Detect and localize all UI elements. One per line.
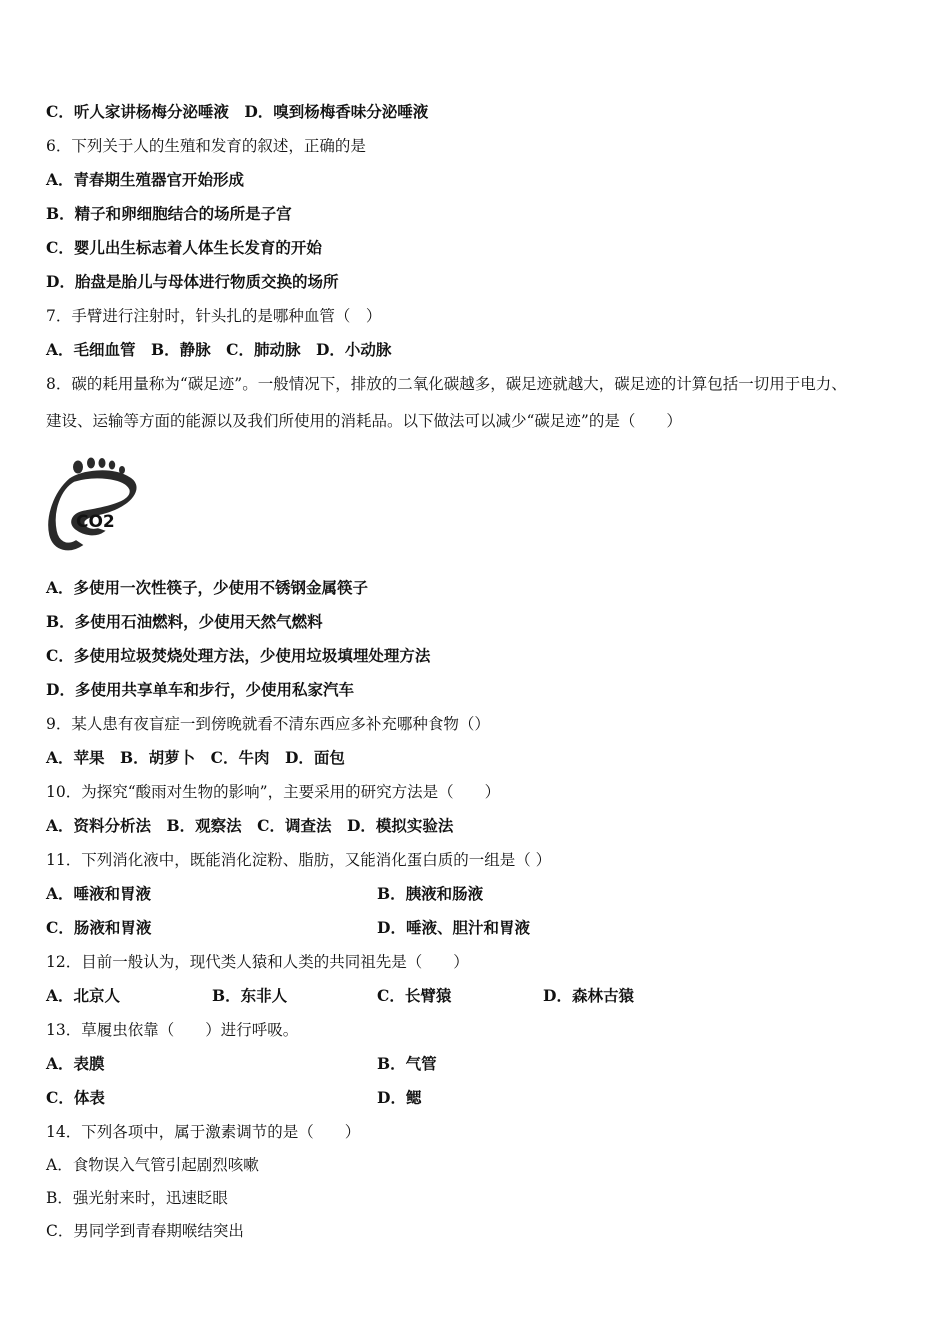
- line-c-d-options: C．听人家讲杨梅分泌唾液 D．嗅到杨梅香味分泌唾液: [46, 102, 429, 121]
- q11-option-a: A．唾液和胃液: [46, 884, 152, 903]
- question-11: 11．下列消化液中，既能消化淀粉、脂肪，又能消化蛋白质的一组是（ ）: [46, 851, 552, 869]
- q6-option-d: D．胎盘是胎儿与母体进行物质交换的场所: [46, 272, 339, 291]
- q12-option-a: A．北京人: [46, 986, 121, 1005]
- q11-option-d: D．唾液、胆汁和胃液: [377, 918, 530, 937]
- q13-option-b: B．气管: [377, 1054, 437, 1073]
- toe-2: [87, 458, 95, 469]
- question-14: 14．下列各项中，属于激素调节的是（ ）: [46, 1123, 361, 1141]
- question-8-line-2: 建设、运输等方面的能源以及我们所使用的消耗品。以下做法可以减少“碳足迹”的是（ ）: [46, 412, 682, 430]
- q9-options: A．苹果 B．胡萝卜 C．牛肉 D．面包: [46, 748, 345, 767]
- q8-option-a: A．多使用一次性筷子，少使用不锈钢金属筷子: [46, 578, 369, 597]
- q14-option-b: B．强光射来时，迅速眨眼: [46, 1189, 228, 1207]
- question-12: 12．目前一般认为，现代类人猿和人类的共同祖先是（ ）: [46, 953, 469, 971]
- q12-option-d: D．森林古猿: [543, 986, 634, 1005]
- q6-option-a: A．青春期生殖器官开始形成: [46, 170, 245, 189]
- q12-option-b: B．东非人: [212, 986, 288, 1005]
- q12-option-c: C．长臂猿: [377, 986, 452, 1005]
- q13-option-c: C．体表: [46, 1088, 105, 1107]
- q6-option-c: C．婴儿出生标志着人体生长发育的开始: [46, 238, 322, 257]
- q11-option-c: C．肠液和胃液: [46, 918, 152, 937]
- q13-option-a: A．表膜: [46, 1054, 105, 1073]
- toe-3: [99, 458, 106, 468]
- q13-option-d: D．鳃: [377, 1088, 422, 1107]
- q10-options: A．资料分析法 B．观察法 C．调查法 D．模拟实验法: [46, 816, 454, 835]
- q6-option-b: B．精子和卵细胞结合的场所是子宫: [46, 204, 292, 223]
- toe-1: [73, 461, 83, 474]
- foot-outline: [49, 471, 136, 550]
- q7-options: A．毛细血管 B．静脉 C．肺动脉 D．小动脉: [46, 340, 392, 359]
- question-13: 13．草履虫依靠（ ）进行呼吸。: [46, 1021, 299, 1039]
- carbon-footprint-figure: [40, 453, 140, 555]
- q8-option-d: D．多使用共享单车和步行，少使用私家汽车: [46, 680, 354, 699]
- q14-option-a: A．食物误入气管引起剧烈咳嗽: [46, 1156, 259, 1174]
- question-9: 9．某人患有夜盲症一到傍晚就看不清东西应多补充哪种食物（）: [46, 715, 490, 733]
- q8-option-b: B．多使用石油燃料，少使用天然气燃料: [46, 612, 323, 631]
- co2-label: CO2: [76, 512, 115, 532]
- question-10: 10．为探究“酸雨对生物的影响”，主要采用的研究方法是（ ）: [46, 783, 501, 801]
- q11-option-b: B．胰液和肠液: [377, 884, 484, 903]
- q14-option-c: C．男同学到青春期喉结突出: [46, 1222, 244, 1240]
- question-8-line-1: 8．碳的耗用量称为“碳足迹”。一般情况下，排放的二氧化碳越多，碳足迹就越大，碳足迹的计算包括一切用于电力、: [46, 375, 847, 393]
- toe-4: [109, 461, 115, 470]
- question-6: 6．下列关于人的生殖和发育的叙述，正确的是: [46, 137, 366, 155]
- q8-option-c: C．多使用垃圾焚烧处理方法，少使用垃圾填埋处理方法: [46, 646, 431, 665]
- question-7: 7．手臂进行注射时，针头扎的是哪种血管（ ）: [46, 307, 382, 325]
